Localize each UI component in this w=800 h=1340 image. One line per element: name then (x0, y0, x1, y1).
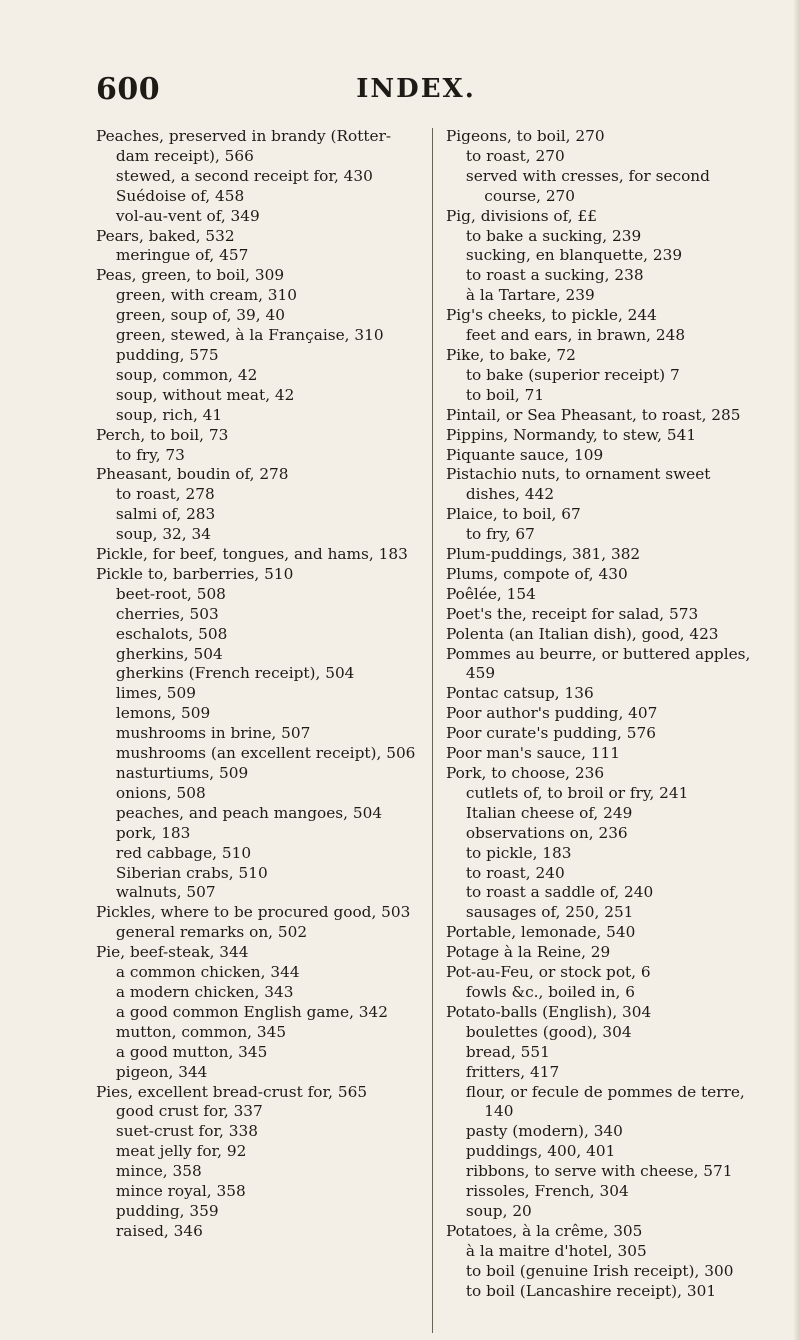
index-subentry: fowls &c., boiled in, 6 (465, 982, 635, 1001)
index-subentry: to boil (genuine Irish receipt), 300 (465, 1261, 734, 1280)
page-number: 600 (96, 72, 161, 107)
index-subentry: lemons, 509 (115, 704, 211, 723)
index-subentry: Suédoise of, 458 (115, 186, 245, 205)
index-entry: Pistachio nuts, to ornament sweet dishes, 442 (446, 465, 711, 504)
index-subentry: soup, without meat, 42 (115, 385, 295, 404)
index-subentry: fritters, 417 (465, 1062, 560, 1081)
index-subentry: gherkins (French receipt), 504 (115, 664, 355, 683)
index-entry: Pigeons, to boil, 270 (446, 127, 605, 145)
index-subentry: a good common English game, 342 (115, 1002, 389, 1021)
index-subentry: soup, 20 (465, 1201, 532, 1220)
index-subentry: to fry, 73 (115, 445, 185, 464)
index-entry: Pot-au-Feu, or stock pot, 6 (446, 963, 651, 982)
index-subentry: gherkins, 504 (115, 644, 223, 663)
index-subentry: pork, 183 (115, 823, 191, 842)
index-subentry: pigeon, 344 (115, 1062, 208, 1081)
index-subentry: raised, 346 (115, 1221, 203, 1240)
index-subentry: beet-root, 508 (115, 584, 226, 603)
index-subentry: a common chicken, 344 (115, 963, 300, 982)
index-subentry: boulettes (good), 304 (465, 1022, 632, 1041)
index-entry: Poet's the, receipt for salad, 573 (446, 604, 699, 623)
index-entry: Poor man's sauce, 111 (446, 744, 621, 763)
index-subentry: soup, common, 42 (115, 365, 258, 384)
index-subentry: stewed, a second receipt for, 430 (115, 166, 373, 185)
index-subentry: observations on, 236 (465, 823, 628, 842)
index-subentry: rissoles, French, 304 (465, 1182, 629, 1201)
index-subentry: soup, 32, 34 (115, 525, 211, 544)
index-subentry: to roast, 240 (465, 863, 565, 882)
index-entry: Poêlée, 154 (446, 584, 536, 603)
index-subentry: mushrooms in brine, 507 (115, 724, 311, 743)
page-title: INDEX. (356, 74, 476, 104)
index-entry: Poor author's pudding, 407 (446, 704, 658, 723)
index-entry: Peaches, preserved in brandy (Rotter-dam receipt), 566 (96, 127, 392, 165)
index-column-left (96, 127, 418, 1242)
index-subentry: good crust for, 337 (115, 1102, 263, 1121)
index-subentry: to bake (superior receipt) 7 (465, 365, 680, 384)
index-subentry: nasturtiums, 509 (115, 764, 249, 782)
index-entry: Potage à la Reine, 29 (446, 943, 611, 962)
index-entry: Portable, lemonade, 540 (446, 923, 636, 942)
index-subentry: walnuts, 507 (115, 883, 216, 902)
index-entry: Pippins, Normandy, to stew, 541 (446, 425, 697, 444)
index-entry: Pickle, for beef, tongues, and hams, 183 (96, 545, 408, 564)
index-subentry: a good mutton, 345 (115, 1042, 268, 1061)
index-subentry: green, with cream, 310 (115, 286, 298, 305)
index-subentry: to roast, 270 (465, 146, 565, 165)
index-subentry: puddings, 400, 401 (465, 1142, 616, 1161)
index-subentry: mince royal, 358 (115, 1182, 246, 1201)
index-entry: Pommes au beurre, or buttered apples, 459 (446, 644, 751, 683)
index-subentry: Siberian crabs, 510 (115, 863, 268, 882)
index-subentry: suet-crust for, 338 (115, 1122, 258, 1141)
index-subentry: to pickle, 183 (465, 843, 572, 862)
index-subentry: feet and ears, in brawn, 248 (465, 326, 686, 345)
index-subentry: pudding, 359 (115, 1201, 219, 1220)
index-subentry: Italian cheese of, 249 (465, 803, 633, 822)
index-entry: Pig, divisions of, ££ (446, 206, 597, 225)
index-subentry: mutton, common, 345 (115, 1022, 287, 1041)
index-subentry: to roast, 278 (115, 485, 215, 504)
index-entry: Pears, baked, 532 (96, 226, 235, 245)
index-entry: Pontac catsup, 136 (446, 684, 594, 703)
index-entry: Perch, to boil, 73 (96, 425, 229, 444)
index-entry: Pies, excellent bread-crust for, 565 (96, 1082, 368, 1101)
index-subentry: soup, rich, 41 (115, 405, 223, 424)
index-subentry: to roast a saddle of, 240 (465, 883, 654, 902)
index-entry: Pickle to, barberries, 510 (96, 564, 294, 583)
index-subentry: flour, or fecule de pommes de terre, 140 (465, 1082, 745, 1121)
index-subentry: eschalots, 508 (115, 624, 228, 643)
column-divider (432, 128, 433, 1333)
index-subentry: à la Tartare, 239 (465, 286, 595, 305)
index-entry: Potato-balls (English), 304 (446, 1002, 652, 1021)
index-subentry: meat jelly for, 92 (115, 1142, 247, 1161)
index-subentry: salmi of, 283 (115, 505, 216, 524)
index-entry: Peas, green, to boil, 309 (96, 266, 285, 285)
page-edge (794, 0, 800, 1340)
index-subentry: green, stewed, à la Française, 310 (115, 326, 384, 345)
index-subentry: ribbons, to serve with cheese, 571 (465, 1162, 733, 1181)
index-subentry: pasty (modern), 340 (465, 1122, 623, 1141)
index-entry: Polenta (an Italian dish), good, 423 (446, 624, 719, 643)
index-subentry: red cabbage, 510 (115, 843, 252, 862)
index-entry: Plaice, to boil, 67 (446, 505, 581, 524)
index-entry: Piquante sauce, 109 (446, 445, 604, 464)
index-subentry: mince, 358 (115, 1162, 202, 1181)
index-subentry: vol-au-vent of, 349 (115, 206, 260, 225)
index-subentry: to boil (Lancashire receipt), 301 (465, 1281, 717, 1300)
index-subentry: to fry, 67 (465, 525, 535, 544)
index-entry: Pork, to choose, 236 (446, 764, 605, 782)
index-subentry: bread, 551 (465, 1042, 550, 1061)
index-subentry: a modern chicken, 343 (115, 982, 294, 1001)
index-subentry: to roast a sucking, 238 (465, 266, 644, 285)
index-column-right (446, 127, 768, 1301)
index-subentry: mushrooms (an excellent receipt), 506 (115, 744, 416, 763)
index-entry: Pie, beef-steak, 344 (96, 943, 249, 962)
index-subentry: sucking, en blanquette, 239 (465, 246, 683, 265)
index-subentry: to boil, 71 (465, 385, 545, 404)
index-entry: Pheasant, boudin of, 278 (96, 465, 289, 484)
index-entry: Plum-puddings, 381, 382 (446, 545, 641, 564)
index-entry: Pickles, where to be procured good, 503 (96, 903, 411, 922)
index-subentry: limes, 509 (115, 684, 197, 703)
index-subentry: onions, 508 (115, 783, 206, 802)
index-subentry: to bake a sucking, 239 (465, 226, 642, 245)
index-entry: Pig's cheeks, to pickle, 244 (446, 306, 657, 325)
index-subentry: general remarks on, 502 (115, 923, 308, 942)
index-subentry: cherries, 503 (115, 604, 219, 623)
index-subentry: served with cresses, for second course, 270 (465, 166, 710, 205)
index-entry: Poor curate's pudding, 576 (446, 724, 656, 743)
index-subentry: sausages of, 250, 251 (465, 903, 634, 922)
index-subentry: meringue of, 457 (115, 246, 249, 265)
index-subentry: peaches, and peach mangoes, 504 (115, 803, 383, 822)
index-subentry: green, soup of, 39, 40 (115, 306, 285, 325)
index-entry: Plums, compote of, 430 (446, 564, 628, 583)
index-entry: Pike, to bake, 72 (446, 345, 576, 364)
index-subentry: à la maitre d'hotel, 305 (465, 1241, 647, 1260)
index-entry: Pintail, or Sea Pheasant, to roast, 285 (446, 405, 741, 424)
index-entry: Potatoes, à la crême, 305 (446, 1221, 643, 1240)
index-subentry: cutlets of, to broil or fry, 241 (465, 783, 689, 802)
index-subentry: pudding, 575 (115, 345, 219, 364)
page-header (96, 72, 736, 112)
